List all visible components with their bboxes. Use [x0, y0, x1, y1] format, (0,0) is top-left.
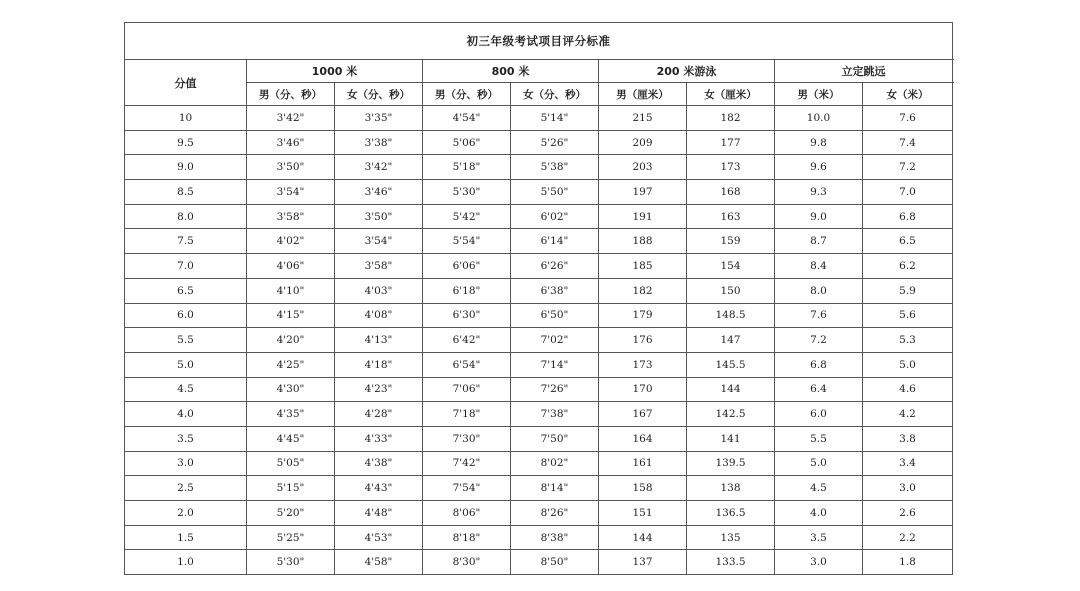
table-cell: 3'42" [247, 106, 335, 131]
subheader-800m-female: 女（分、秒） [335, 83, 423, 106]
table-row [125, 525, 953, 550]
table-cell: 5'30" [247, 550, 335, 575]
table-row [125, 476, 953, 501]
table-cell: 3'58" [335, 254, 423, 279]
table-cell: 6'50" [511, 303, 599, 328]
table-cell: 185 [599, 254, 687, 279]
score-cell: 8.5 [125, 180, 247, 205]
table-cell: 4'25" [247, 352, 335, 377]
table-cell: 3'50" [247, 155, 335, 180]
table-cell: 7'30" [423, 426, 511, 451]
table-cell: 9.0 [775, 204, 863, 229]
table-cell: 6'54" [423, 352, 511, 377]
table-cell: 144 [687, 377, 775, 402]
table-cell: 4'28" [335, 402, 423, 427]
table-cell: 5'18" [423, 155, 511, 180]
table-cell: 141 [687, 426, 775, 451]
table-cell: 203 [599, 155, 687, 180]
table-cell: 6.4 [775, 377, 863, 402]
table-row [125, 501, 953, 526]
score-cell: 1.0 [125, 550, 247, 575]
table-cell: 5'50" [511, 180, 599, 205]
subheader-throw-female: 女（米） [863, 83, 953, 106]
table-cell: 182 [599, 278, 687, 303]
table-cell: 6'42" [423, 328, 511, 353]
table-cell: 5'15" [247, 476, 335, 501]
table-cell: 3'50" [335, 204, 423, 229]
table-cell: 3.5 [775, 525, 863, 550]
table-cell: 7'38" [511, 402, 599, 427]
table-cell: 5.0 [863, 352, 953, 377]
table-cell: 5'14" [511, 106, 599, 131]
table-cell: 4'53" [335, 525, 423, 550]
table-cell: 144 [599, 525, 687, 550]
table-row [125, 303, 953, 328]
table-cell: 5'25" [247, 525, 335, 550]
table-cell: 8'26" [511, 501, 599, 526]
table-cell: 7'02" [511, 328, 599, 353]
group-header-1000m: 1000 米 [247, 60, 423, 83]
score-cell: 7.0 [125, 254, 247, 279]
table-cell: 7.6 [775, 303, 863, 328]
table-cell: 188 [599, 229, 687, 254]
table-row [125, 130, 953, 155]
table-cell: 4'08" [335, 303, 423, 328]
table-cell: 164 [599, 426, 687, 451]
table-cell: 5.9 [863, 278, 953, 303]
table-cell: 145.5 [687, 352, 775, 377]
table-cell: 168 [687, 180, 775, 205]
table-cell: 6'18" [423, 278, 511, 303]
score-cell: 6.5 [125, 278, 247, 303]
table-cell: 147 [687, 328, 775, 353]
table-cell: 1.8 [863, 550, 953, 575]
score-cell: 3.5 [125, 426, 247, 451]
subheader-swim-male: 男（分、秒） [423, 83, 511, 106]
table-cell: 5'20" [247, 501, 335, 526]
table-cell: 3'35" [335, 106, 423, 131]
score-cell: 4.5 [125, 377, 247, 402]
table-cell: 159 [687, 229, 775, 254]
table-cell: 154 [687, 254, 775, 279]
group-header-200m-swim: 200 米游泳 [599, 60, 775, 83]
table-cell: 8'50" [511, 550, 599, 575]
table-row [125, 204, 953, 229]
table-cell: 9.3 [775, 180, 863, 205]
table-cell: 4'06" [247, 254, 335, 279]
group-header-row [125, 60, 953, 83]
table-cell: 4'33" [335, 426, 423, 451]
table-cell: 8'30" [423, 550, 511, 575]
table-cell: 4'20" [247, 328, 335, 353]
table-cell: 6'02" [511, 204, 599, 229]
score-cell: 4.0 [125, 402, 247, 427]
table-cell: 4'43" [335, 476, 423, 501]
table-cell: 3'42" [335, 155, 423, 180]
table-cell: 5'06" [423, 130, 511, 155]
table-cell: 4'10" [247, 278, 335, 303]
table-cell: 133.5 [687, 550, 775, 575]
table-cell: 7'54" [423, 476, 511, 501]
table-cell: 135 [687, 525, 775, 550]
table-cell: 5'05" [247, 451, 335, 476]
table-cell: 7.6 [863, 106, 953, 131]
table-cell: 176 [599, 328, 687, 353]
table-cell: 173 [687, 155, 775, 180]
table-cell: 5.6 [863, 303, 953, 328]
table-cell: 7.2 [863, 155, 953, 180]
table-cell: 4'23" [335, 377, 423, 402]
table-cell: 6.8 [775, 352, 863, 377]
table-cell: 2.6 [863, 501, 953, 526]
table-cell: 8'02" [511, 451, 599, 476]
table-cell: 7'14" [511, 352, 599, 377]
table-row [125, 451, 953, 476]
table-cell: 9.8 [775, 130, 863, 155]
table-cell: 4'48" [335, 501, 423, 526]
table-cell: 5'54" [423, 229, 511, 254]
table-cell: 3.0 [775, 550, 863, 575]
table-cell: 4'58" [335, 550, 423, 575]
table-cell: 6'14" [511, 229, 599, 254]
table-cell: 3'38" [335, 130, 423, 155]
group-header-800m: 800 米 [423, 60, 599, 83]
table-row [125, 328, 953, 353]
table-cell: 4'02" [247, 229, 335, 254]
table-cell: 6.8 [863, 204, 953, 229]
table-row [125, 426, 953, 451]
table-cell: 215 [599, 106, 687, 131]
title-row [125, 23, 953, 60]
subheader-row [125, 83, 953, 106]
table-cell: 5.5 [775, 426, 863, 451]
table-cell: 3'54" [335, 229, 423, 254]
table-cell: 4'35" [247, 402, 335, 427]
table-cell: 4'54" [423, 106, 511, 131]
table-cell: 163 [687, 204, 775, 229]
table-cell: 4'30" [247, 377, 335, 402]
table-cell: 8'18" [423, 525, 511, 550]
table-cell: 5'30" [423, 180, 511, 205]
table-cell: 7'26" [511, 377, 599, 402]
table-cell: 4.0 [775, 501, 863, 526]
table-row [125, 550, 953, 575]
table-cell: 3'54" [247, 180, 335, 205]
subheader-jump-female: 女（厘米） [687, 83, 775, 106]
score-cell: 5.5 [125, 328, 247, 353]
subheader-jump-male: 男（厘米） [599, 83, 687, 106]
table-cell: 4'03" [335, 278, 423, 303]
table-cell: 6'30" [423, 303, 511, 328]
table-body [125, 106, 953, 575]
table-cell: 3'58" [247, 204, 335, 229]
table-cell: 9.6 [775, 155, 863, 180]
table-cell: 137 [599, 550, 687, 575]
table-row [125, 278, 953, 303]
table-cell: 4'13" [335, 328, 423, 353]
table-row [125, 180, 953, 205]
table-cell: 3'46" [247, 130, 335, 155]
table-cell: 5'26" [511, 130, 599, 155]
table-cell: 3.4 [863, 451, 953, 476]
table-cell: 6'26" [511, 254, 599, 279]
table-cell: 7'18" [423, 402, 511, 427]
table-cell: 5'42" [423, 204, 511, 229]
table-cell: 142.5 [687, 402, 775, 427]
table-cell: 4.5 [775, 476, 863, 501]
table-cell: 6.2 [863, 254, 953, 279]
table-cell: 151 [599, 501, 687, 526]
table-cell: 161 [599, 451, 687, 476]
table-row [125, 106, 953, 131]
table-cell: 4'45" [247, 426, 335, 451]
score-cell: 10 [125, 106, 247, 131]
score-cell: 2.0 [125, 501, 247, 526]
table-cell: 2.2 [863, 525, 953, 550]
table-row [125, 254, 953, 279]
subheader-1000m-male: 男（分、秒） [247, 83, 335, 106]
table-cell: 139.5 [687, 451, 775, 476]
table-cell: 173 [599, 352, 687, 377]
score-cell: 8.0 [125, 204, 247, 229]
score-column-header: 分值 [125, 60, 247, 106]
table-cell: 7'42" [423, 451, 511, 476]
table-row [125, 352, 953, 377]
score-cell: 9.5 [125, 130, 247, 155]
table-cell: 3.8 [863, 426, 953, 451]
score-cell: 2.5 [125, 476, 247, 501]
table-cell: 7.2 [775, 328, 863, 353]
table-cell: 4'15" [247, 303, 335, 328]
score-cell: 7.5 [125, 229, 247, 254]
table-cell: 4.2 [863, 402, 953, 427]
group-header-standing-long-jump: 立定跳远 [775, 60, 953, 83]
table-cell: 6'06" [423, 254, 511, 279]
table-row [125, 377, 953, 402]
table-cell: 7'06" [423, 377, 511, 402]
table-cell: 4.6 [863, 377, 953, 402]
table-cell: 170 [599, 377, 687, 402]
table-row [125, 229, 953, 254]
table-cell: 8.0 [775, 278, 863, 303]
score-cell: 1.5 [125, 525, 247, 550]
table-cell: 3'46" [335, 180, 423, 205]
table-cell: 177 [687, 130, 775, 155]
table-cell: 7.4 [863, 130, 953, 155]
table-cell: 3.0 [863, 476, 953, 501]
table-cell: 8'06" [423, 501, 511, 526]
table-cell: 5.3 [863, 328, 953, 353]
table-cell: 158 [599, 476, 687, 501]
table-cell: 136.5 [687, 501, 775, 526]
table-cell: 197 [599, 180, 687, 205]
table-cell: 179 [599, 303, 687, 328]
table-cell: 8'14" [511, 476, 599, 501]
table-row [125, 155, 953, 180]
table-cell: 8'38" [511, 525, 599, 550]
table-cell: 182 [687, 106, 775, 131]
scoring-standard-table [124, 22, 953, 575]
table-cell: 6.5 [863, 229, 953, 254]
table-cell: 148.5 [687, 303, 775, 328]
table-cell: 6'38" [511, 278, 599, 303]
table-cell: 138 [687, 476, 775, 501]
table-cell: 6.0 [775, 402, 863, 427]
table-cell: 8.4 [775, 254, 863, 279]
table-cell: 4'38" [335, 451, 423, 476]
table-cell: 8.7 [775, 229, 863, 254]
table-cell: 7.0 [863, 180, 953, 205]
table-cell: 150 [687, 278, 775, 303]
score-cell: 9.0 [125, 155, 247, 180]
table-cell: 7'50" [511, 426, 599, 451]
subheader-swim-female: 女（分、秒） [511, 83, 599, 106]
score-cell: 3.0 [125, 451, 247, 476]
score-cell: 6.0 [125, 303, 247, 328]
table-cell: 4'18" [335, 352, 423, 377]
table-row [125, 402, 953, 427]
table-cell: 5.0 [775, 451, 863, 476]
table-title: 初三年级考试项目评分标准 [125, 23, 953, 60]
table-cell: 167 [599, 402, 687, 427]
subheader-throw-male: 男（米） [775, 83, 863, 106]
table-cell: 5'38" [511, 155, 599, 180]
score-cell: 5.0 [125, 352, 247, 377]
table-cell: 10.0 [775, 106, 863, 131]
table-cell: 191 [599, 204, 687, 229]
table-cell: 209 [599, 130, 687, 155]
